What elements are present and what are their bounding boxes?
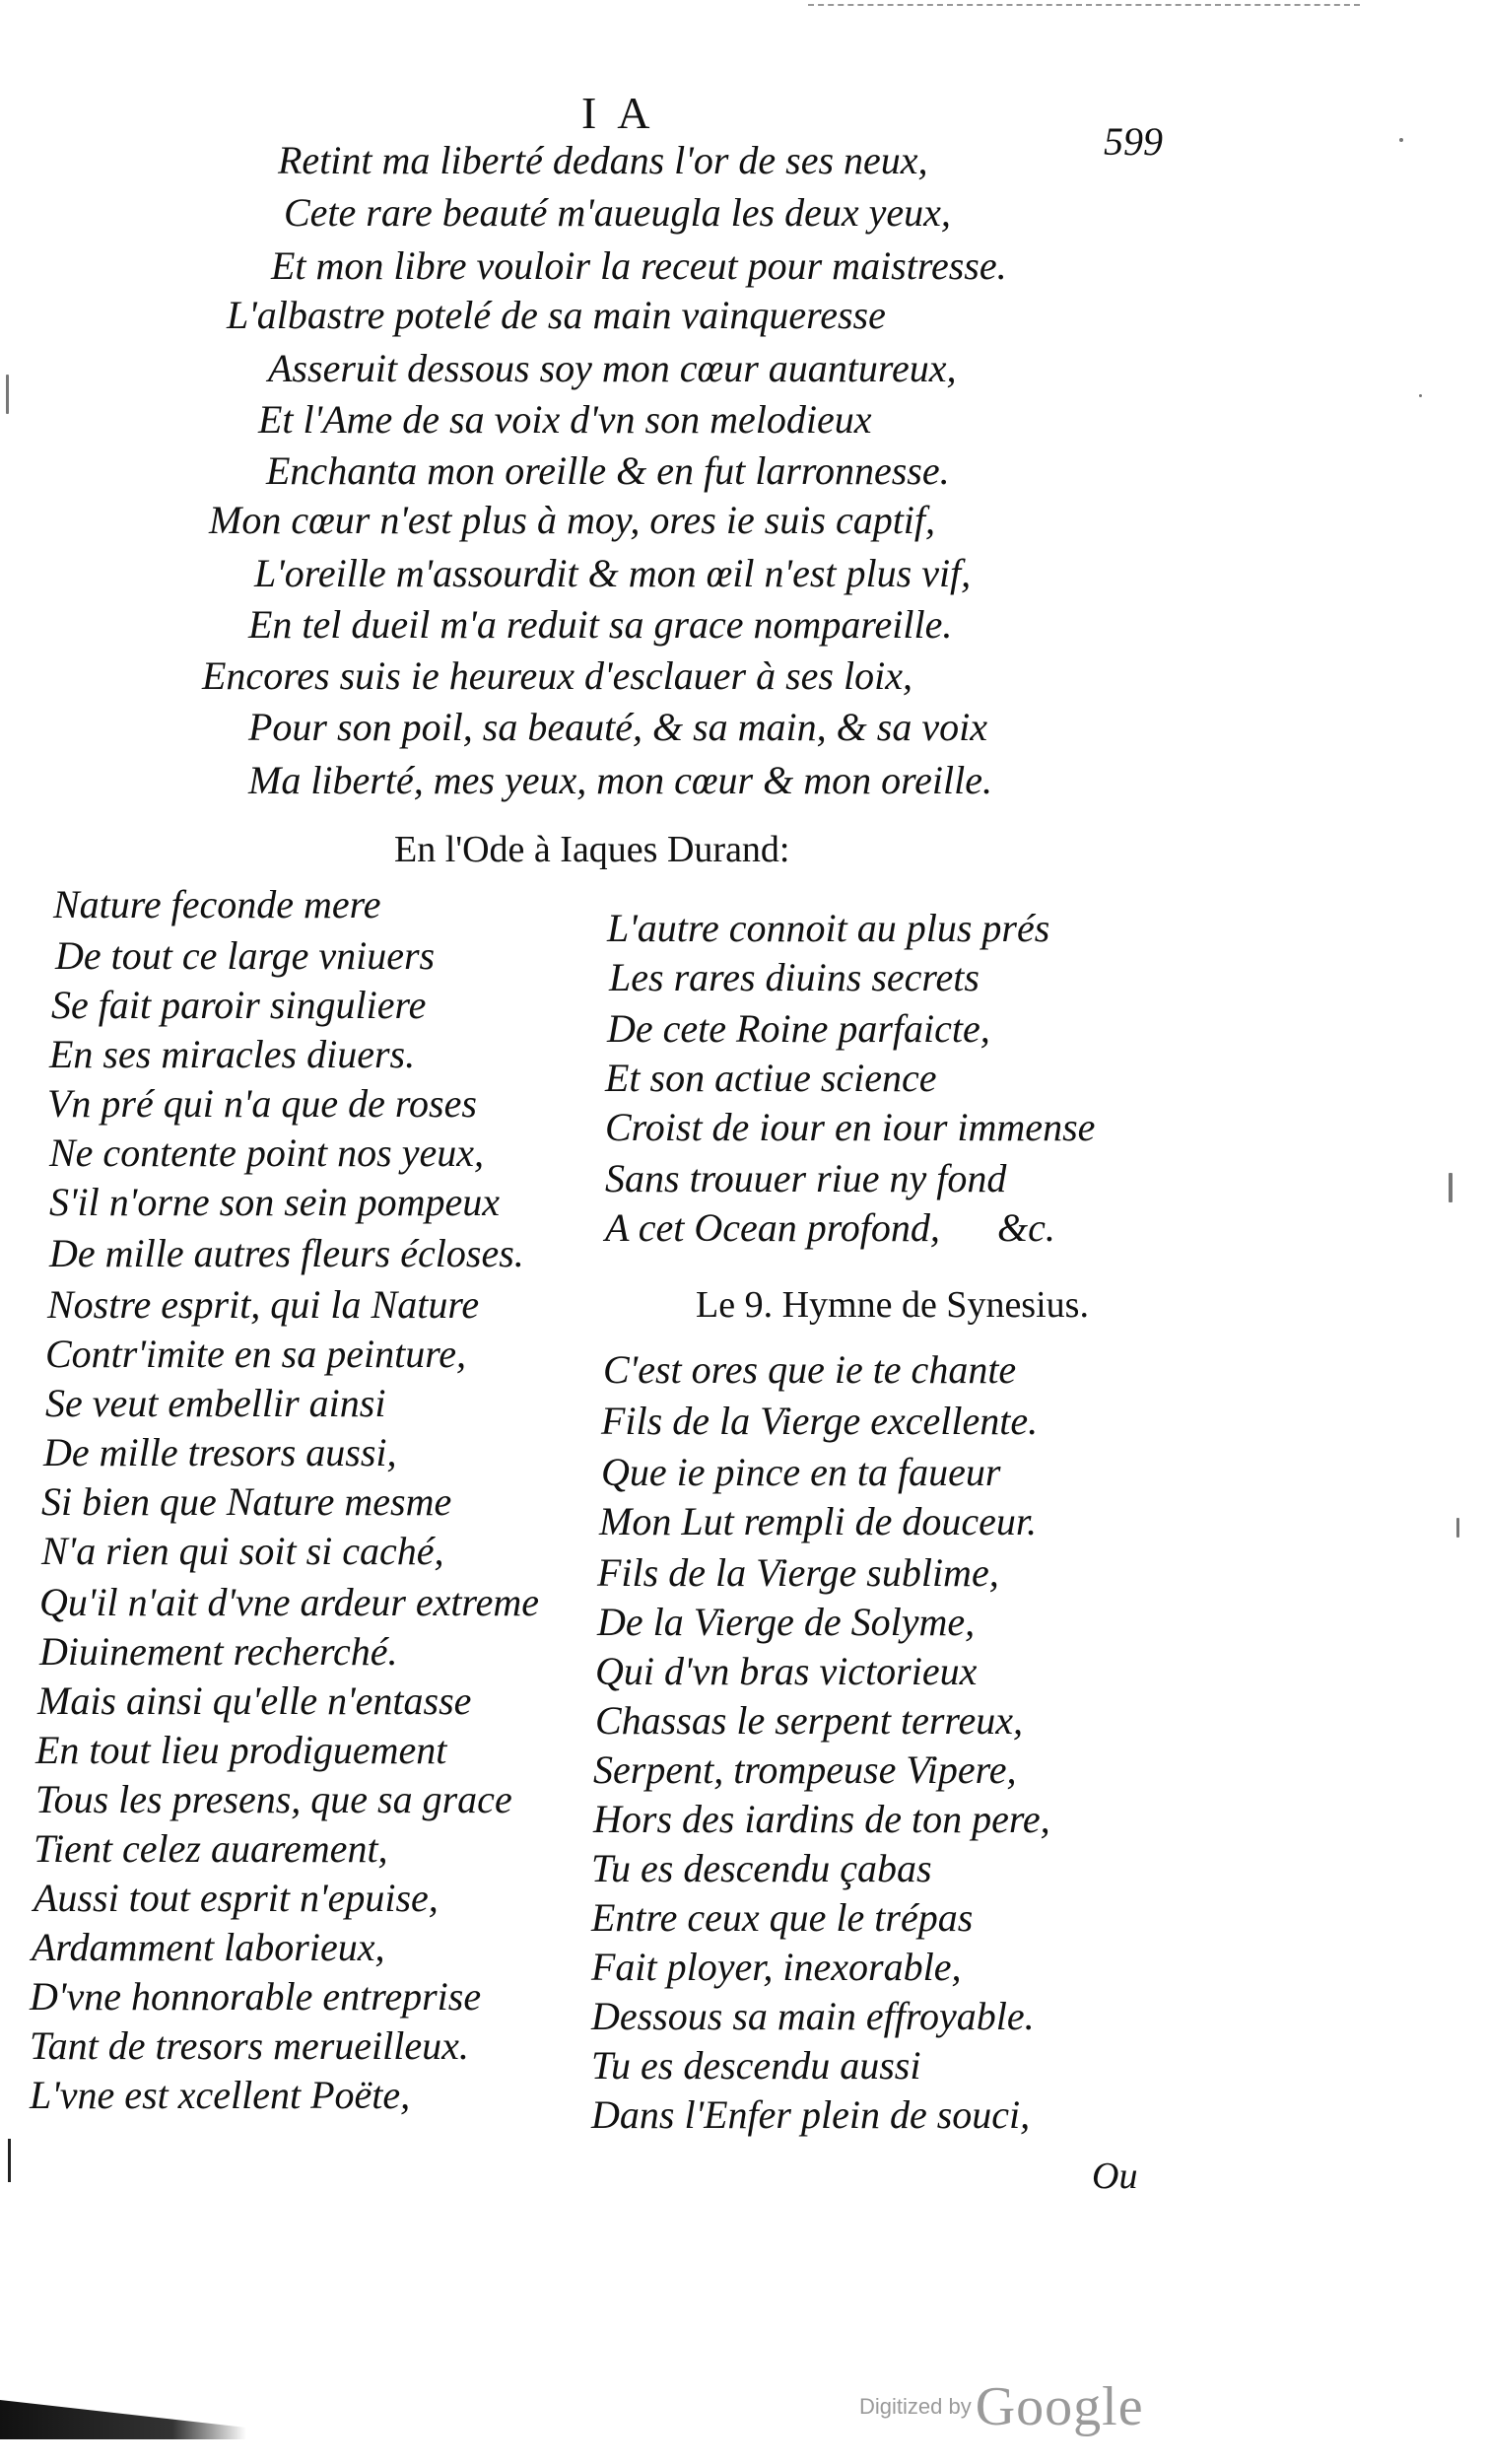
ode-line: De mille autres fleurs écloses. <box>49 1231 524 1275</box>
hymne-line: Dans l'Enfer plein de souci, <box>591 2092 1031 2137</box>
ode-line: Aussi tout esprit n'epuise, <box>34 1876 439 1920</box>
scan-edge-mark <box>808 4 1360 16</box>
hymne-line: De la Vierge de Solyme, <box>597 1600 976 1644</box>
scan-speck <box>6 375 9 414</box>
ode-line: L'autre connoit au plus prés <box>607 906 1050 950</box>
hymne-line: Mon Lut rempli de douceur. <box>599 1499 1038 1543</box>
ode-line: Croist de iour en iour immense <box>605 1105 1096 1149</box>
sonnet-line: Retint ma liberté dedans l'or de ses neux, <box>278 138 928 182</box>
ode-line: S'il n'orne son sein pompeux <box>49 1180 501 1224</box>
ode-line: Et son actiue science <box>605 1056 937 1100</box>
ode-line: En tout lieu prodiguement <box>35 1728 447 1772</box>
sonnet-line: Enchanta mon oreille & en fut larronnesse. <box>266 448 950 493</box>
ode-line: Contr'imite en sa peinture, <box>45 1332 467 1376</box>
ode-line: Vn pré qui n'a que de roses <box>47 1081 477 1126</box>
ode-line: Tient celez auarement, <box>34 1826 388 1871</box>
scan-speck <box>1449 1173 1453 1202</box>
ode-line: Ardamment laborieux, <box>32 1925 385 1969</box>
ode-line: Nostre esprit, qui la Nature <box>47 1282 480 1327</box>
ode-line: Tant de tresors merueilleux. <box>30 2023 469 2068</box>
ode-line: Si bien que Nature mesme <box>41 1479 452 1524</box>
hymne-line: Entre ceux que le trépas <box>591 1895 974 1940</box>
hymne-line: Hors des iardins de ton pere, <box>593 1797 1050 1841</box>
ode-line: N'a rien qui soit si caché, <box>41 1529 444 1573</box>
sonnet-line: Et mon libre vouloir la receut pour maistresse. <box>271 243 1007 288</box>
sonnet-line: L'oreille m'assourdit & mon œil n'est plus vif, <box>254 551 972 595</box>
ode-line: Se fait paroir singuliere <box>51 983 427 1027</box>
ode-line: L'vne est xcellent Poëte, <box>30 2073 411 2117</box>
scan-speck <box>1399 138 1403 142</box>
sonnet-line: Mon cœur n'est plus à moy, ores ie suis captif, <box>209 498 936 542</box>
catchword: Ou <box>1092 2156 1138 2197</box>
ode-line: En ses miracles diuers. <box>49 1032 416 1076</box>
ode-line: D'vne honnorable entreprise <box>30 1974 482 2019</box>
hymne-line: C'est ores que ie te chante <box>603 1347 1017 1392</box>
ode-line: Sans trouuer riue ny fond <box>605 1156 1007 1200</box>
ode-line: Tous les presens, que sa grace <box>35 1777 512 1821</box>
ode-line: De mille tresors aussi, <box>43 1430 397 1474</box>
ode-line: Les rares diuins secrets <box>609 955 980 999</box>
hymne-line: Serpent, trompeuse Vipere, <box>593 1747 1017 1792</box>
watermark-prefix: Digitized by <box>859 2394 972 2419</box>
hymne-line: Tu es descendu çabas <box>591 1846 932 1890</box>
sonnet-line: Asseruit dessous soy mon cœur auantureux, <box>268 346 957 390</box>
sonnet-line: Pour son poil, sa beauté, & sa main, & sa voix <box>248 705 987 749</box>
sonnet-line: Encores suis ie heureux d'esclauer à ses loix, <box>202 653 912 698</box>
ode-line: A cet Ocean profond, <box>605 1205 940 1250</box>
hymne-line: Chassas le serpent terreux, <box>595 1698 1024 1743</box>
hymne-line: Fait ployer, inexorable, <box>591 1945 962 1989</box>
running-head: I A <box>581 88 656 138</box>
page-number: 599 <box>1104 119 1163 164</box>
google-logo: Google <box>975 2376 1144 2437</box>
ode-line: Qu'il n'ait d'vne ardeur extreme <box>39 1580 540 1624</box>
ode-heading: En l'Ode à Iaques Durand: <box>394 829 790 870</box>
digitized-watermark <box>859 2375 1144 2438</box>
ode-line: Ne contente point nos yeux, <box>49 1130 484 1175</box>
ode-line: Mais ainsi qu'elle n'entasse <box>37 1678 472 1723</box>
ode-line: Nature feconde mere <box>53 882 381 926</box>
hymne-line: Que ie pince en ta faueur <box>601 1450 1001 1494</box>
hymne-line: Qui d'vn bras victorieux <box>595 1649 978 1693</box>
hymne-line: Tu es descendu aussi <box>591 2043 921 2088</box>
scan-smudge <box>0 2400 246 2439</box>
ode-line: Diuinement recherché. <box>39 1629 398 1674</box>
scan-speck <box>1419 394 1422 397</box>
sonnet-line: En tel dueil m'a reduit sa grace nompareille. <box>248 602 953 647</box>
ode-line: De cete Roine parfaicte, <box>607 1006 990 1051</box>
sonnet-line: Ma liberté, mes yeux, mon cœur & mon oreille. <box>248 758 993 802</box>
hymne-line: Fils de la Vierge excellente. <box>601 1399 1039 1443</box>
hymne-line: Dessous sa main effroyable. <box>591 1994 1035 2038</box>
sonnet-line: L'albastre potelé de sa main vainqueresse <box>227 293 886 337</box>
hymne-heading: Le 9. Hymne de Synesius. <box>696 1284 1089 1326</box>
ode-line: De tout ce large vniuers <box>55 933 436 978</box>
ode-line: Se veut embellir ainsi <box>45 1381 386 1425</box>
sonnet-line: Et l'Ame de sa voix d'vn son melodieux <box>258 397 872 442</box>
hymne-line: Fils de la Vierge sublime, <box>597 1550 999 1595</box>
sonnet-line: Cete rare beauté m'aueugla les deux yeux, <box>284 190 951 235</box>
margin-mark <box>8 2139 11 2182</box>
scan-speck <box>1456 1518 1459 1538</box>
etcetera-mark: &c. <box>997 1205 1055 1250</box>
